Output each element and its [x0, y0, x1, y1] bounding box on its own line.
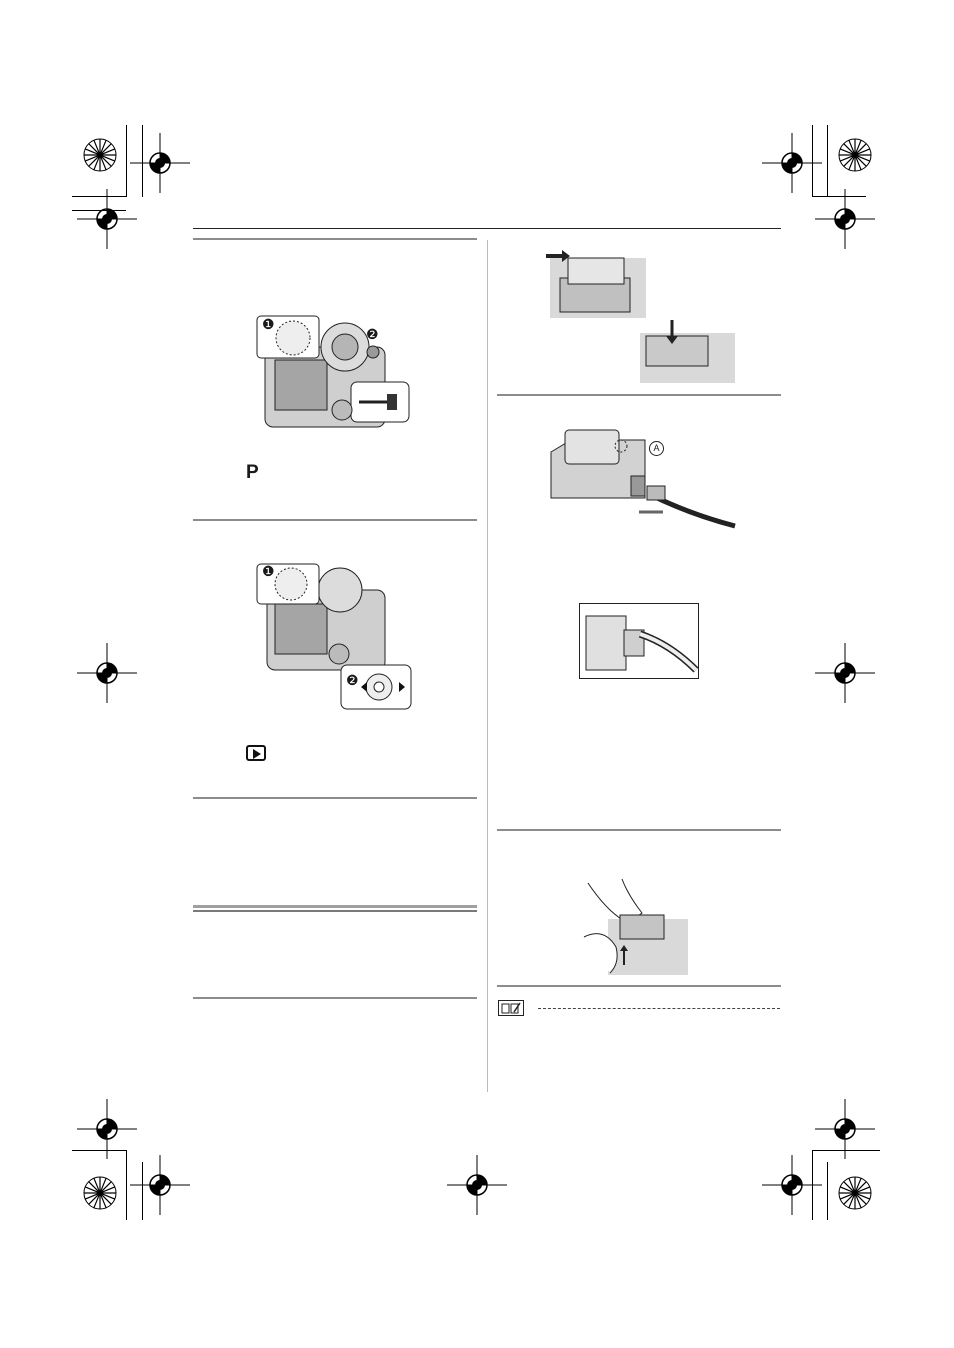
playback-mode-icon — [246, 745, 266, 761]
callout-a-label: A — [653, 443, 660, 453]
right-section-rule-3 — [497, 985, 781, 987]
step-badge-1: ❶ — [262, 316, 275, 332]
program-mode-glyph: P — [246, 462, 259, 483]
right-section-rule-1 — [497, 394, 781, 396]
battery-remove-illustration — [580, 879, 690, 975]
left-section-heavy-rule — [193, 905, 477, 908]
left-section-rule-2 — [193, 519, 477, 521]
plug-detail-drawing — [580, 604, 700, 680]
step-badge-2: ❷ — [366, 326, 379, 342]
note-dashed-rule — [538, 1008, 780, 1009]
note-icon — [498, 1000, 524, 1016]
left-section-rule-3 — [193, 797, 477, 799]
step-badge-2b: ❷ — [346, 672, 359, 688]
battery-insert-illustration — [540, 238, 740, 383]
plug-detail-inset — [579, 603, 699, 679]
callout-a — [649, 441, 664, 456]
header-rule — [193, 228, 781, 229]
camera-mode-dial-illustration — [255, 312, 415, 432]
charger-cable-illustration — [545, 428, 745, 528]
right-section-rule-2 — [497, 829, 781, 831]
column-divider — [487, 240, 488, 1092]
left-section-rule-1 — [193, 238, 477, 240]
step-badge-1b: ❶ — [262, 563, 275, 579]
camera-cursor-button-illustration — [255, 560, 415, 710]
left-section-rule-4 — [193, 997, 477, 999]
left-section-heavy-rule-2 — [193, 910, 477, 912]
